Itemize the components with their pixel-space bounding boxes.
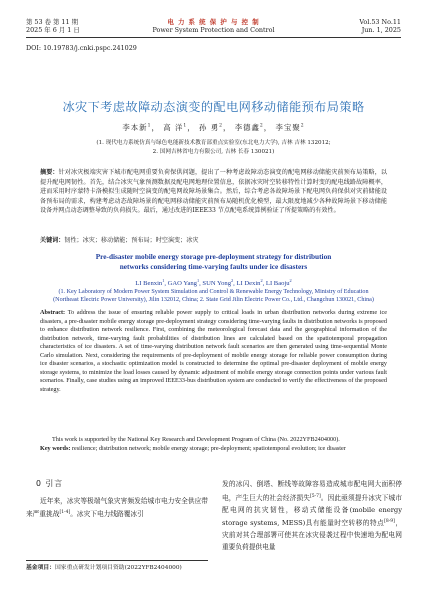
authors-cn: 李本新$^1$， 高 洋$^1$， 孙 勇$^2$， 李德鑫$^2$， 李宝聚$^2$ [122,123,305,132]
authors-en: LI Benxin$^1$, GAO Yang$^1$, SUN Yong$^2$, LI Dexin$^2$, LI Baoju$^2$ [135,278,292,288]
volume-cn: 第 53 卷 第 11 期 [26,18,78,26]
doi[interactable]: DOI: 10.19783/j.cnki.pspc.241029 [26,44,137,52]
title-en-line-1: Pre-disaster mobile energy storage pre-deployment strategy for distribution [95,252,332,261]
title-cn: 冰灾下考虑故障动态演变的配电网移动储能预布局策略 [62,100,365,114]
footnote-text: 国家重点研发计划项目资助(2022YFB2404000) [55,565,182,571]
abstract-cn [40,168,387,216]
author-en: LI Benxin$^1$ [135,278,165,288]
affiliations-en [30,288,397,305]
header-rule [26,37,401,38]
citation[interactable]: [1-4] [59,510,71,516]
author-cn: 李宝聚$^2$ [275,123,305,132]
keywords-en-text: resilience; distribution network; mobile energy storage; pre-deployment; spatiotemporal evolution; ice disaster [71,445,346,452]
intro-right-text-2: 。因此亟须提升冰灾下城市配电网的抗灾韧性，移动式储能设备(mobile energy storage systems, MESS)具有能量时空转移的特点 [222,493,403,528]
author-en: GAO Yang$^1$ [167,278,200,288]
author-cn: 李德鑫$^2$ [234,123,264,132]
running-header [26,18,401,42]
affiliations-cn [30,139,397,157]
journal-name-cn: 电 力 系 统 保 护 与 控 制 [167,18,260,26]
keywords-en-label: Key words: [40,445,71,452]
author-en: LI Dexin$^2$ [236,278,263,288]
header-center [26,18,401,34]
abstract-en-text: To address the issue of ensuring reliable power supply to critical loads in urban distribution networks during extreme ice disasters, a pre-disaster mobile energy storage pre-deployment strategy considering time-varying faults in distribution networks is proposed to enhance distribution network resilience. First, combining the meteorological forecast data and the geographical information of the distribution network, time-varying fault probabilities of distribution lines are calculated based on the spatiotemporal propagation characteristics of ice disasters. A set of time-varying distribution network fault scenarios are then generated using time-sequential Monte Carlo simulation. Next, considering the requirements of pre-deployment of mobile energy storage for reliable power consumption during ice disaster scenarios, a stochastic optimization model is constructed to determine the optimal pre-disaster deployment of mobile energy storage systems, to minimize the load losses caused by dynamic adjustment of mobile energy storage connection points under various fault scenarios. Finally, case studies using an improved IEEE33-bus distribution system are conducted to verify the effectiveness of the proposed strategy. [40,309,387,393]
keywords-cn-label: 关键词： [40,237,65,244]
title-en-line-2: networks considering time-varying faults under ice disasters [119,262,308,271]
affiliation-cn-2: 2. 国网吉林省电力有限公司, 吉林 长春 130021) [152,149,275,155]
author-cn: 李本新$^1$ [122,123,152,132]
abstract-cn-text: 针对冰灾极端灾害下城市配电网重要负荷保供问题，提出了一种考虑故障动态演变的配电网移动储能灾前预布局策略，以提升配电网韧性。首先，结合冰灾气象预测数据及配电网地理位置信息，依据冰灾时空转移特性计算时变的配电线路故障概率，进而采用时序蒙特卡洛模拟生成随时空演变的配电网故障场景集合。然后，综合考虑各故障场景下配电网负荷保供对灾前储能设备预布局的需求，构建考虑动态故障场景的配电网移动储能灾前预布局随机优化模型，最大限度地减少各种故障场景下移动储能设备并网点动态调整导致的负荷损失。最后，通过改进的IEEE33 节点配电系统算例验证了所提策略的有效性。 [40,169,388,215]
footnote-label: 基金项目： [26,565,55,571]
body-column-right [222,479,402,554]
footnote-funding [26,564,216,572]
author-cn: 孙 勇$^2$ [198,123,223,132]
volume-en: Vol.53 No.11 [359,18,401,26]
affiliation-en-2: (Northeast Electric Power University), Jilin 132012, China; 2. State Grid Jilin Electric Power Co., Ltd., Changchun 130021, China) [53,297,374,304]
affiliation-en-1: (1. Key Laboratory of Modern Power System Simulation and Control & Renewable Energy Technology, Ministry of Education [58,289,369,295]
date-en: Jun. 1, 2025 [361,26,401,34]
abstract-en [40,309,387,394]
author-cn: 高 洋$^1$ [163,123,188,132]
title-en [26,252,401,272]
intro-right-text-1: 发的冰闪、倒塔、断线等故障容易造成城市配电网大面积停电，产生巨大的社会经济损失 [222,480,402,502]
header-right [359,18,401,34]
abstract-cn-label: 摘要： [40,169,59,176]
body-column-left [26,478,208,521]
funding-en: This work is supported by the National Key Research and Development Program of China (No. 2022YFB2404000). [52,436,340,443]
abstract-en-label: Abstract: [40,309,66,316]
author-en: SUN Yong$^2$ [202,278,234,288]
footnote-rule [26,560,208,561]
intro-paragraph-left: 近年来，冰灾等极端气象灾害频发给城市电力安全供应带来严重挑战[1-4]。冰灾下电力线路覆冰引 [26,496,208,519]
keywords-cn-text: 韧性；冰灾；移动储能；预布局；时空演变；冰灾 [64,237,199,244]
keywords-cn [40,236,387,246]
author-en: LI Baoju$^2$ [265,278,292,288]
keywords-en [40,445,387,454]
journal-name-en: Power System Protection and Control [152,26,275,34]
section-heading-introduction: 0 引言 [36,479,64,488]
affiliation-cn-1: (1. 现代电力系统仿真与绿色电能新技术教育部重点实验室(东北电力大学), 吉林 吉林 132012; [96,140,331,146]
citation[interactable]: [5-7] [310,493,321,499]
intro-right-text-3: ，灾前对其合理部署可使其在冰灾侵袭过程中快速地为配电网重要负荷提供电量 [222,519,403,551]
date-cn: 2025 年 6 月 1 日 [26,26,80,34]
citation[interactable]: [8-9] [384,519,395,525]
